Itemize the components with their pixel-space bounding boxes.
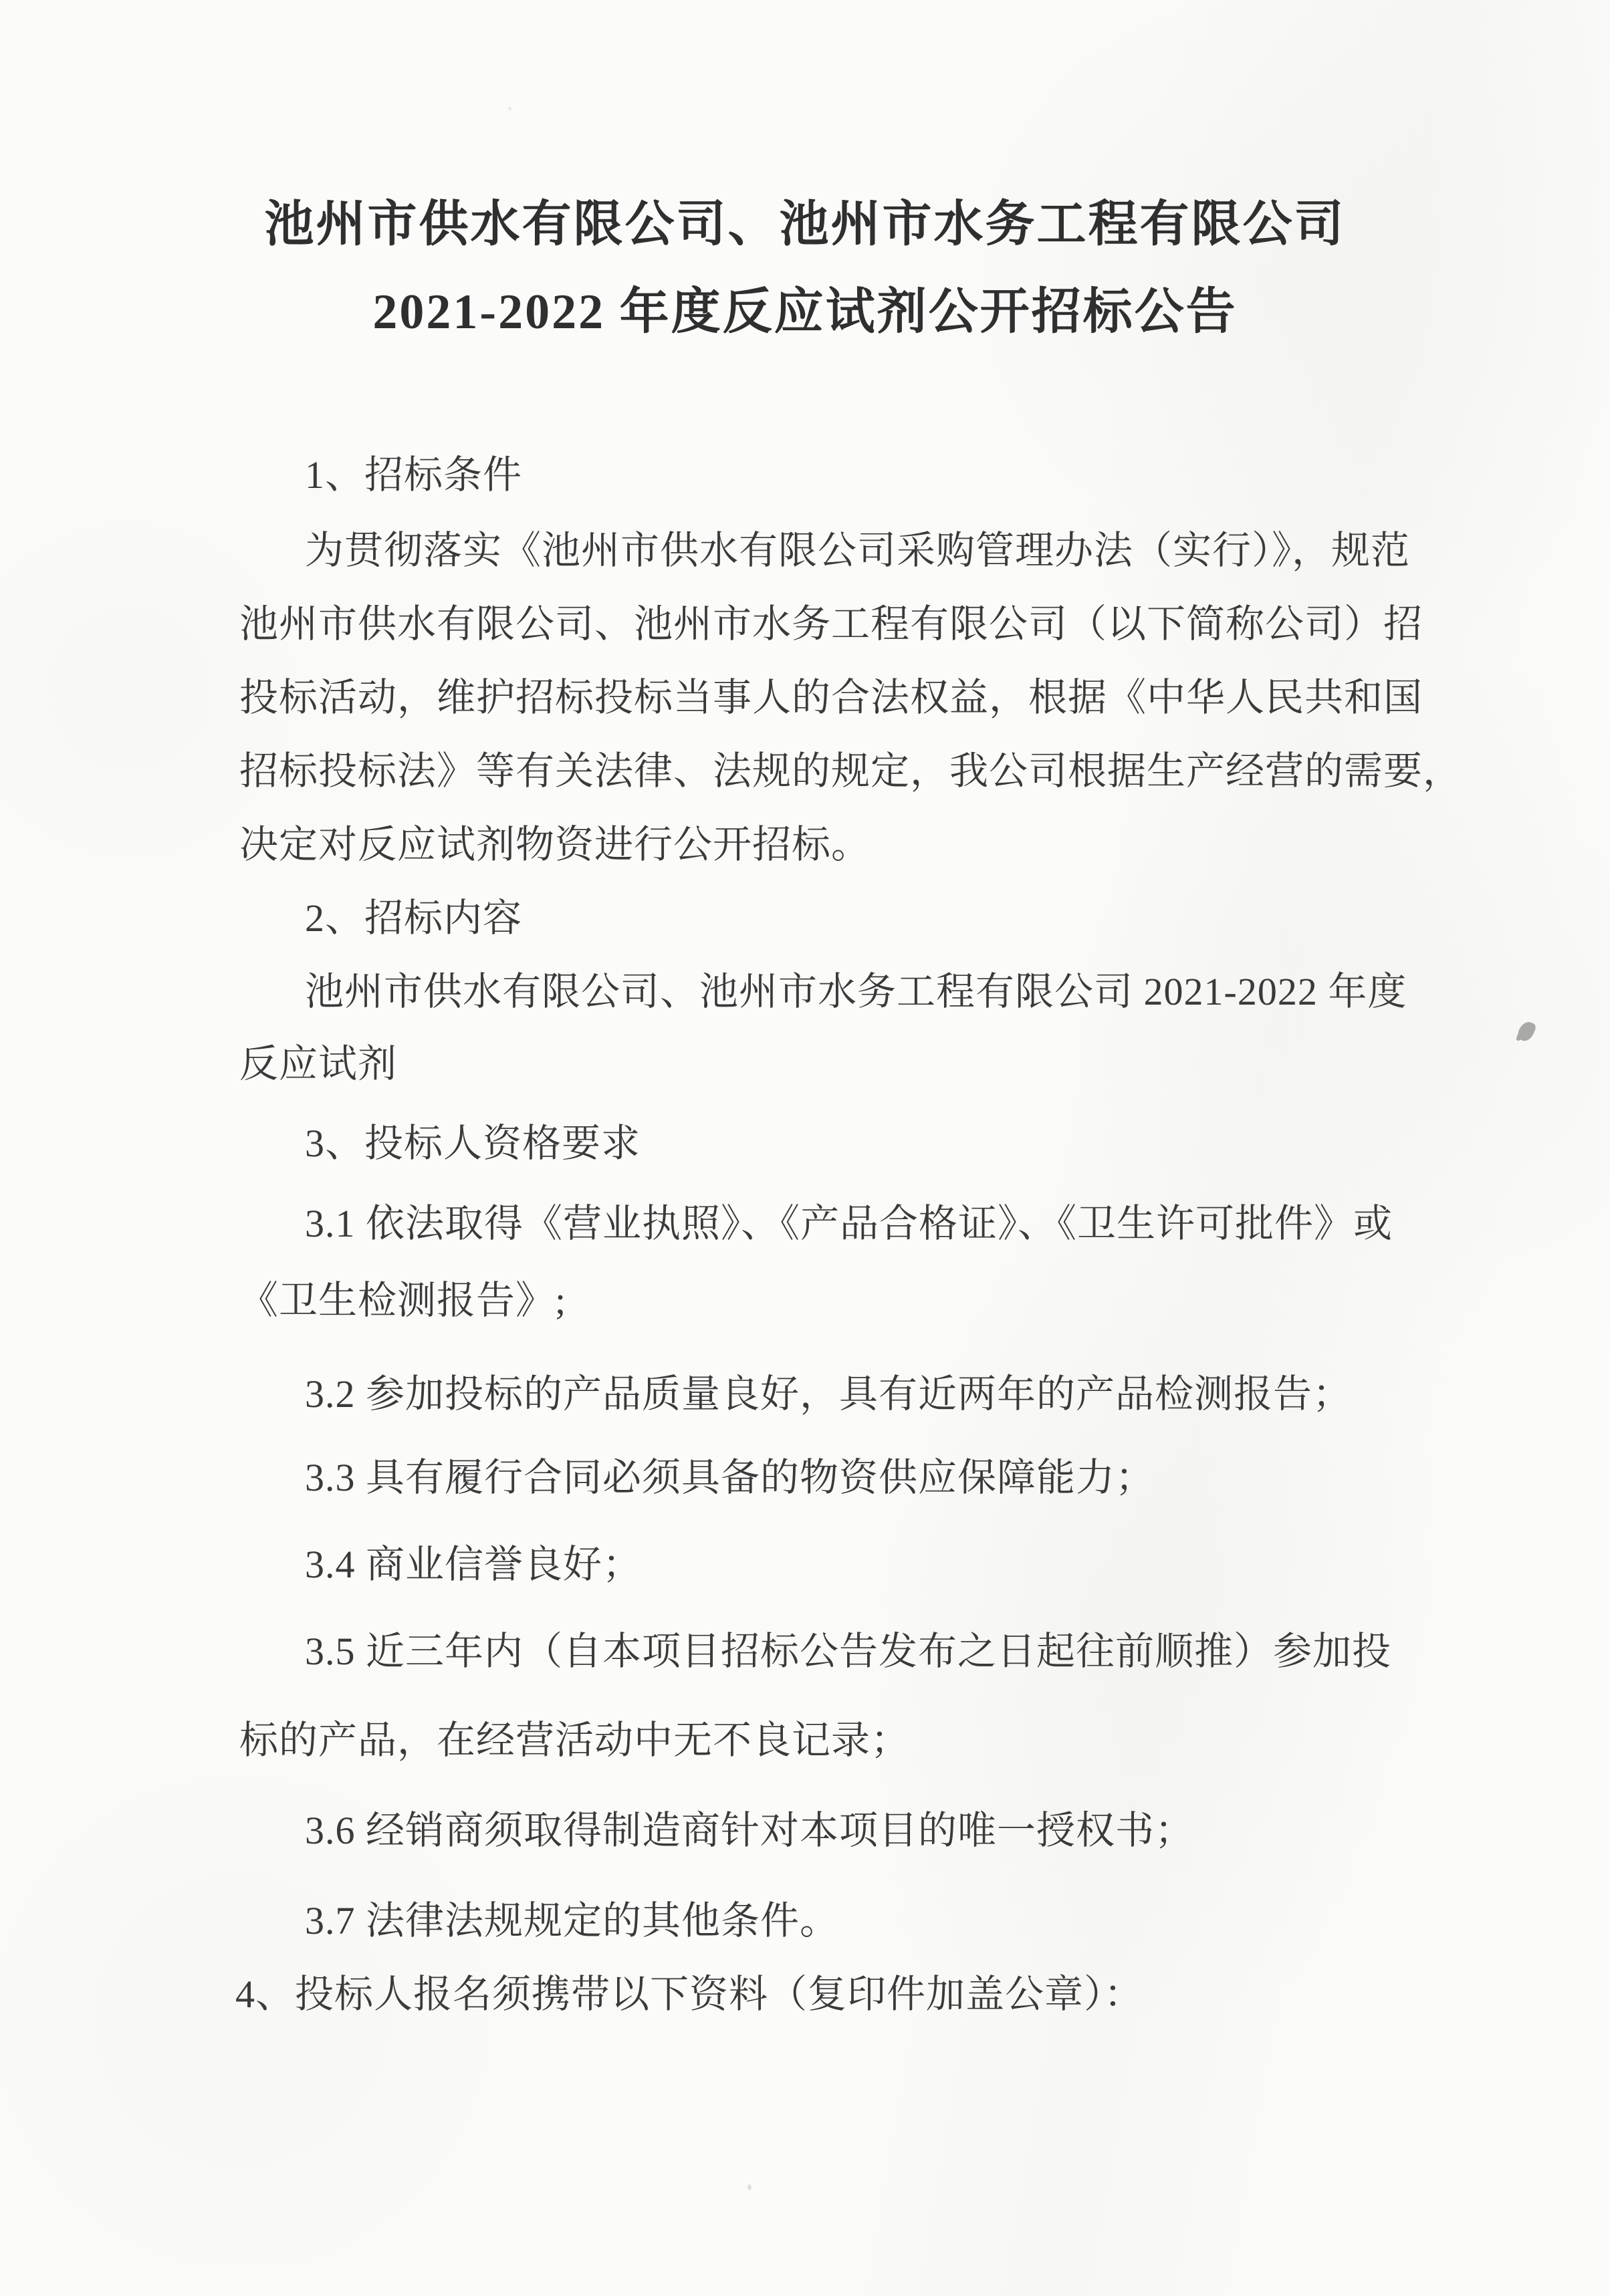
qualification-item-3-6: 3.6 经销商须取得制造商针对本项目的唯一授权书； (305, 1809, 1195, 1852)
registration-materials-heading: 4、投标人报名须携带以下资料（复印件加盖公章）： (235, 1972, 1144, 2016)
tender-content-line: 池州市供水有限公司、池州市水务工程有限公司 2021-2022 年度 (305, 970, 1407, 1013)
tender-conditions-line: 池州市供水有限公司、池州市水务工程有限公司（以下简称公司）招 (239, 602, 1423, 646)
qualification-item-3-2: 3.2 参加投标的产品质量良好，具有近两年的产品检测报告； (305, 1372, 1353, 1416)
qualification-item-3-7: 3.7 法律法规规定的其他条件。 (305, 1899, 840, 1942)
tender-conditions-line: 投标活动，维护招标投标当事人的合法权益，根据《中华人民共和国 (239, 676, 1423, 719)
scan-speck (336, 622, 340, 626)
tender-content-heading: 2、招标内容 (305, 896, 523, 940)
tender-content-line: 反应试剂 (239, 1042, 398, 1086)
qualification-item-3-5: 3.5 近三年内（自本项目招标公告发布之日起往前顺推）参加投 (305, 1630, 1392, 1673)
qualification-item-3-5-wrap: 标的产品，在经营活动中无不良记录； (239, 1718, 911, 1762)
tender-conditions-line: 决定对反应试剂物资进行公开招标。 (239, 823, 871, 866)
scan-smudge (1516, 1019, 1537, 1043)
tender-conditions-heading: 1、招标条件 (305, 453, 523, 497)
document-title-line-1: 池州市供水有限公司、池州市水务工程有限公司 (264, 197, 1346, 252)
document-title-line-2: 2021-2022 年度反应试剂公开招标公告 (372, 285, 1238, 340)
scan-speck (748, 2184, 752, 2190)
qualification-item-3-1: 3.1 依法取得《营业执照》、《产品合格证》、《卫生许可批件》或 (305, 1202, 1393, 1245)
tender-conditions-line: 招标投标法》等有关法律、法规的规定，我公司根据生产经营的需要， (239, 749, 1463, 793)
bidder-qualifications-heading: 3、投标人资格要求 (305, 1122, 641, 1165)
qualification-item-3-1-wrap: 《卫生检测报告》; (239, 1279, 567, 1322)
scan-speck (508, 107, 511, 110)
qualification-item-3-4: 3.4 商业信誉良好； (305, 1543, 643, 1586)
qualification-item-3-3: 3.3 具有履行合同必须具备的物资供应保障能力； (305, 1456, 1155, 1499)
tender-conditions-line: 为贯彻落实《池州市供水有限公司采购管理办法（实行）》，规范 (305, 529, 1411, 572)
